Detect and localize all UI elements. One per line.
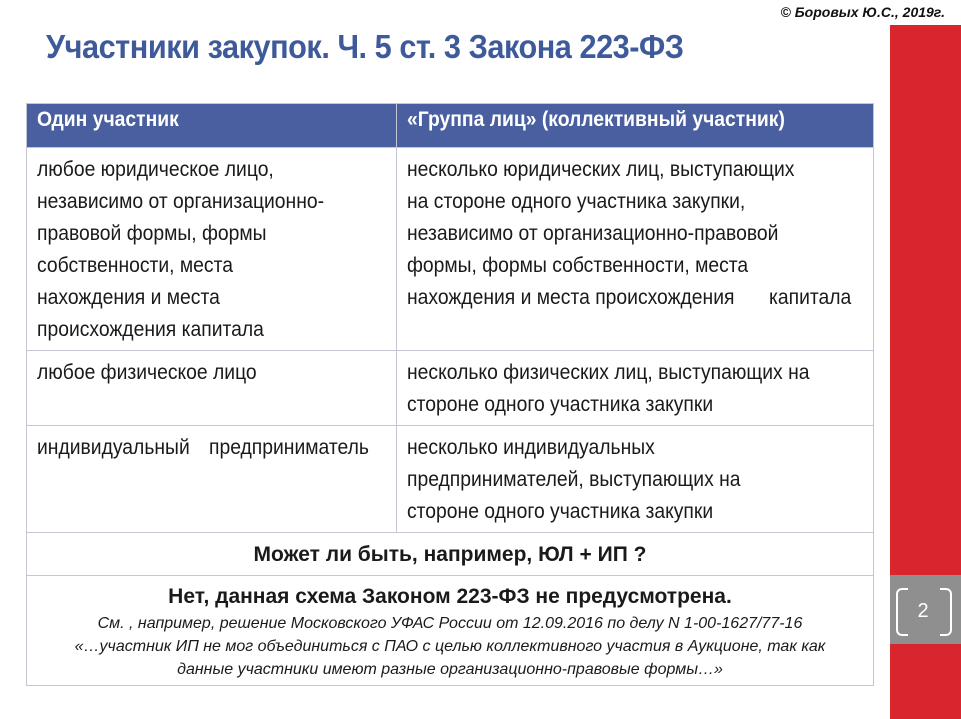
table-row — [27, 426, 874, 533]
cell-single-individual: любое физическое лицо — [27, 351, 397, 426]
page-title: Участники закупок. Ч. 5 ст. 3 Закона 223-ФЗ — [46, 28, 684, 65]
answer-row — [27, 576, 874, 686]
cell-group-entrepreneurs: несколько индивидуальных предпринимателей, выступающих на стороне одного участника закупки — [397, 426, 874, 533]
question-row — [27, 533, 874, 576]
cell-group-legal-entities: несколько юридических лиц, выступающих на стороне одного участника закупки, независимо от организационно-правовой формы, формы собственности, места нахождения и места происхождения капитала — [397, 148, 874, 351]
table-row — [27, 351, 874, 426]
header-single-participant: Один участник — [27, 104, 397, 148]
header-group-participant: «Группа лиц» (коллективный участник) — [397, 104, 874, 148]
cell-group-individuals: несколько физических лиц, выступающих на стороне одного участника закупки — [397, 351, 874, 426]
question-cell: Может ли быть, например, ЮЛ + ИП ? — [27, 533, 874, 576]
note-line: данные участники имеют разные организационно-правовые формы…» — [177, 661, 723, 678]
participants-table — [26, 103, 874, 686]
note-line: См. , например, решение Московского УФАС России от 12.09.2016 по делу N 1-00-1627/77-16 — [97, 615, 803, 632]
slide-number: 2 — [917, 600, 929, 622]
cell-single-entrepreneur: индивидуальный предприниматель — [27, 426, 397, 533]
table-header-row — [27, 104, 874, 148]
answer-text: Нет, данная схема Законом 223-ФЗ не предусмотрена. — [168, 585, 732, 608]
cell-single-legal-entity: любое юридическое лицо, независимо от организационно- правовой формы, формы собственности, места нахождения и места происхождения капитала — [27, 148, 397, 351]
note-line: «…участник ИП не мог объединиться с ПАО с целью коллективного участия в Аукционе, так как — [74, 638, 826, 655]
right-bracket-icon — [940, 588, 952, 636]
copyright: © Боровых Ю.С., 2019г. — [780, 4, 945, 20]
table-row — [27, 148, 874, 351]
answer-cell — [27, 576, 874, 686]
